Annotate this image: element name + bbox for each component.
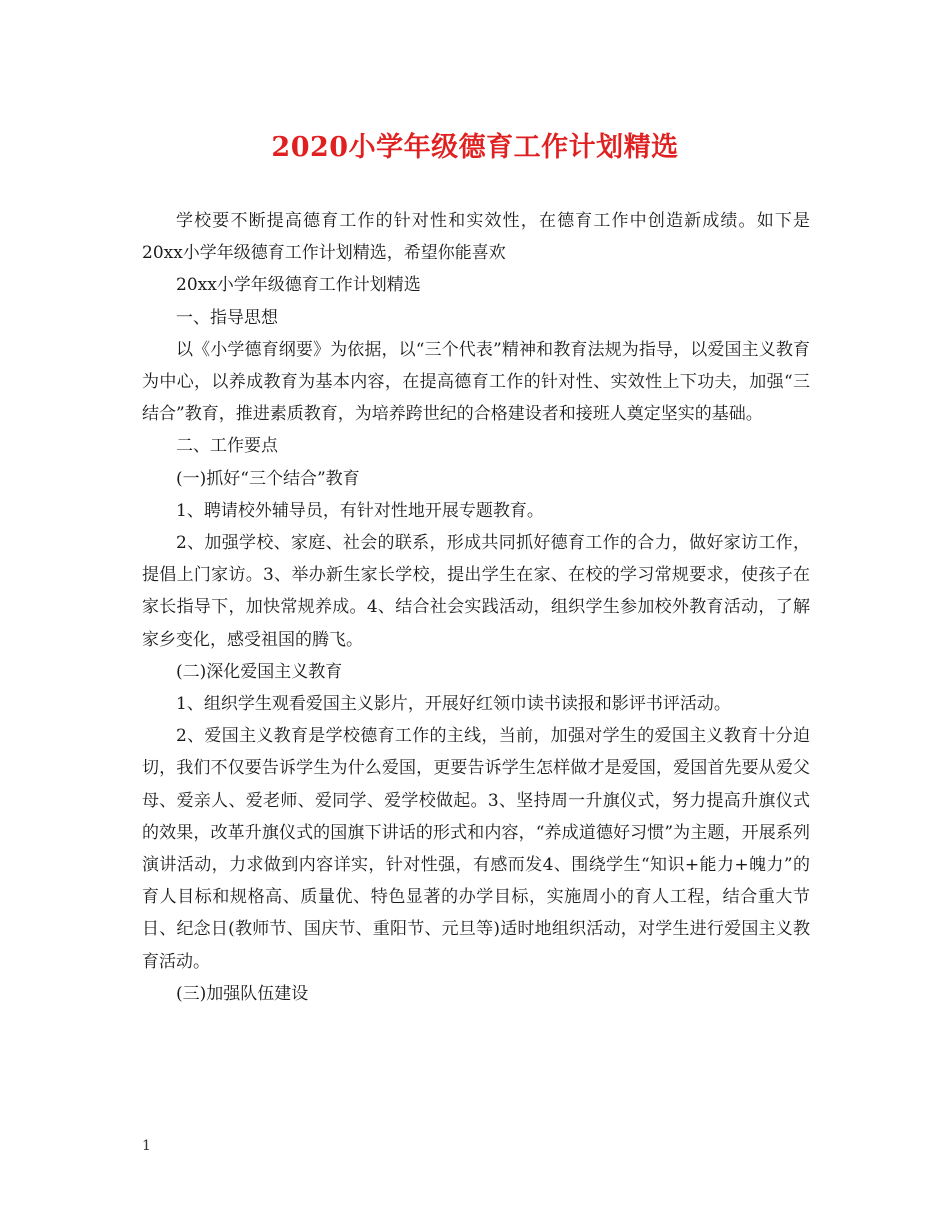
list-item-paragraph: 2、加强学校、家庭、社会的联系，形成共同抓好德育工作的合力，做好家访工作，提倡上门家访。3、举办新生家长学校，提出学生在家、在校的学习常规要求，使孩子在家长指导下，加快常规养成。4、结合社会实践活动，组织学生参加校外教育活动，了解家乡变化，感受祖国的腾飞。 (142, 533, 810, 650)
subsection-heading-2: (二)深化爱国主义教育 (176, 661, 343, 682)
guiding-thought-paragraph: 以《小学德育纲要》为依据，以“三个代表”精神和教育法规为指导，以爱国主义教育为中心，以养成教育为基本内容，在提高德育工作的针对性、实效性上下功夫，加强“三结合”教育，推进素质教育，为培养跨世纪的合格建设者和接班人奠定坚实的基础。 (142, 339, 810, 425)
document-title: 2020小学年级德育工作计划精选 (271, 132, 679, 163)
page-number: 1 (142, 1138, 151, 1154)
subsection-heading-1: (一)抓好“三个结合”教育 (176, 468, 360, 489)
list-item-paragraph: 1、组织学生观看爱国主义影片，开展好红领巾读书读报和影评书评活动。 (176, 694, 731, 715)
section-heading-guiding-thought: 一、指导思想 (176, 307, 278, 328)
subtitle-paragraph: 20xx小学年级德育工作计划精选 (176, 275, 421, 296)
list-item-paragraph: 1、聘请校外辅导员，有针对性地开展专题教育。 (176, 500, 544, 521)
list-item-paragraph: 2、爱国主义教育是学校德育工作的主线，当前，加强对学生的爱国主义教育十分迫切，我们不仅要告诉学生为什么爱国，更要告诉学生怎样做才是爱国，爱国首先要从爱父母、爱亲人、爱老师、爱同学、爱学校做起。3、坚持周一升旗仪式，努力提高升旗仪式的效果，改革升旗仪式的国旗下讲话的形式和内容，“养成道德好习惯”为主题，开展系列演讲活动，力求做到内容详实，针对性强，有感而发4、围绕学生“知识+能力+魄力”的育人目标和规格高、质量优、特色显著的办学目标，实施周小的育人工程，结合重大节日、纪念日(教师节、国庆节、重阳节、元旦等)适时地组织活动，对学生进行爱国主义教育活动。 (142, 726, 810, 972)
section-heading-work-points: 二、工作要点 (176, 436, 278, 457)
document-body (142, 205, 810, 1010)
subsection-heading-3: (三)加强队伍建设 (176, 983, 309, 1004)
intro-paragraph: 学校要不断提高德育工作的针对性和实效性，在德育工作中创造新成绩。如下是20xx小学年级德育工作计划精选，希望你能喜欢 (142, 211, 810, 264)
